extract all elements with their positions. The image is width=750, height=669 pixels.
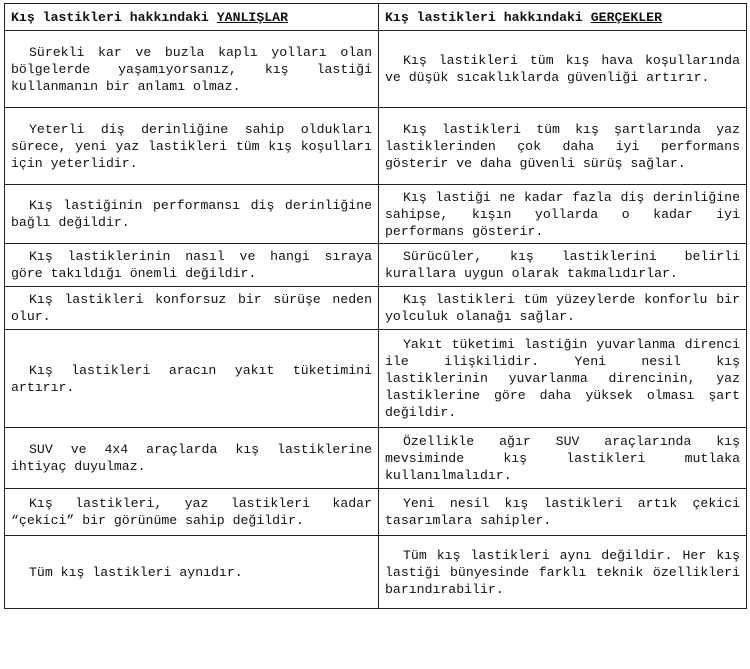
facts-header-highlight: GERÇEKLER (590, 9, 662, 25)
header-row (5, 4, 747, 31)
myths-facts-table (4, 3, 747, 609)
fact-cell (379, 489, 747, 536)
fact-text: Kış lastikleri tüm kış şartlarında yaz lastiklerinden çok daha iyi performans gösterir ve daha güvenli sürüş sağlar. (385, 121, 740, 171)
fact-text: Yakıt tüketimi lastiğin yuvarlanma direnci ile ilişkilidir. Yeni nesil kış lastiklerinin yuvarlanma direncinin, yaz lastiklerine göre daha yüksek olması şart değildir. (385, 337, 740, 420)
fact-cell (379, 185, 747, 244)
myths-header-highlight: YANLIŞLAR (216, 9, 288, 25)
table-row (5, 185, 747, 244)
fact-text: Kış lastikleri tüm yüzeylerde konforlu bir yolculuk olanağı sağlar. (385, 292, 740, 324)
fact-text: Kış lastikleri tüm kış hava koşullarında ve düşük sıcaklıklarda güvenliği artırır. (385, 53, 740, 85)
fact-cell (379, 536, 747, 609)
fact-cell (379, 330, 747, 428)
fact-cell (379, 428, 747, 489)
myth-text: Kış lastikleri konforsuz bir sürüşe neden olur. (11, 292, 372, 324)
myth-cell (5, 330, 379, 428)
myth-text: Kış lastikleri, yaz lastikleri kadar “çekici” bir görünüme sahip değildir. (11, 496, 372, 528)
myth-text: Kış lastiklerinin nasıl ve hangi sıraya göre takıldığı önemli değildir. (11, 249, 372, 281)
myths-header-prefix: Kış lastikleri hakkındaki (11, 9, 217, 25)
fact-cell (379, 31, 747, 108)
myth-cell (5, 31, 379, 108)
myth-cell (5, 244, 379, 287)
myth-text: Kış lastiğinin performansı diş derinliğine bağlı değildir. (11, 198, 372, 230)
fact-text: Tüm kış lastikleri aynı değildir. Her kış lastiği bünyesinde farklı teknik özellikleri barındırabilir. (385, 547, 740, 597)
facts-header (379, 4, 747, 31)
table-row (5, 428, 747, 489)
facts-header-prefix: Kış lastikleri hakkındaki (385, 9, 591, 25)
myth-cell (5, 108, 379, 185)
myth-text: SUV ve 4x4 araçlarda kış lastiklerine ihtiyaç duyulmaz. (11, 442, 372, 474)
table-row (5, 536, 747, 609)
myth-cell (5, 428, 379, 489)
table-row (5, 244, 747, 287)
fact-cell (379, 244, 747, 287)
table-row (5, 330, 747, 428)
myth-text: Yeterli diş derinliğine sahip oldukları sürece, yeni yaz lastikleri tüm kış koşulları için yeterlidir. (11, 121, 372, 171)
myth-text: Tüm kış lastikleri aynıdır. (29, 564, 243, 580)
myths-header (5, 4, 379, 31)
myth-cell (5, 489, 379, 536)
fact-cell (379, 108, 747, 185)
fact-cell (379, 287, 747, 330)
table-row (5, 31, 747, 108)
table-row (5, 108, 747, 185)
myth-cell (5, 287, 379, 330)
fact-text: Kış lastiği ne kadar fazla diş derinliğine sahipse, kışın yollarda o kadar iyi performans gösterir. (385, 189, 740, 239)
myth-text: Kış lastikleri aracın yakıt tüketimini artırır. (11, 362, 372, 395)
fact-text: Yeni nesil kış lastikleri artık çekici tasarımlara sahipler. (385, 496, 740, 528)
fact-text: Özellikle ağır SUV araçlarında kış mevsiminde kış lastikleri mutlaka kullanılmalıdır. (385, 433, 740, 483)
myth-cell (5, 185, 379, 244)
fact-text: Sürücüler, kış lastiklerini belirli kurallara uygun olarak takmalıdırlar. (385, 249, 740, 281)
myth-text: Sürekli kar ve buzla kaplı yolları olan bölgelerde yaşamıyorsanız, kış lastiği kullanmanın bir anlamı olmaz. (11, 44, 372, 94)
table-row (5, 287, 747, 330)
table-row (5, 489, 747, 536)
myth-cell (5, 536, 379, 609)
